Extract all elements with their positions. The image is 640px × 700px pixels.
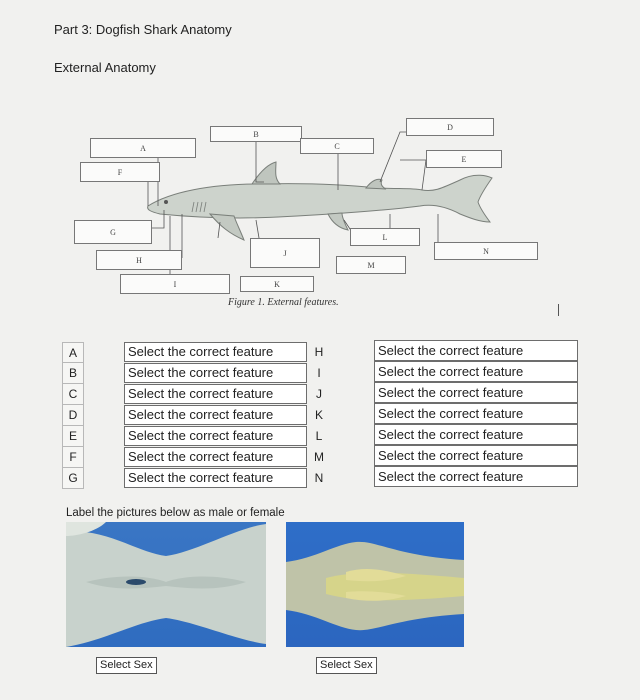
sex-select-right[interactable]: Select Sex: [316, 657, 377, 674]
feature-select-J[interactable]: Select the correct feature: [374, 382, 578, 403]
table-row: [124, 363, 331, 384]
table-row: [124, 426, 331, 447]
label-box-N: N: [434, 242, 538, 260]
feature-select-column-1: [124, 342, 331, 489]
table-row: [124, 468, 331, 489]
shark-photo-left: [66, 522, 266, 647]
feature-select-G[interactable]: Select the correct feature: [124, 468, 307, 488]
feature-select-A[interactable]: Select the correct feature: [124, 342, 307, 362]
feature-select-K[interactable]: Select the correct feature: [374, 403, 578, 424]
feature-select-B[interactable]: Select the correct feature: [124, 363, 307, 383]
specimen-image: [286, 522, 464, 647]
table-row: [124, 384, 331, 405]
shark-figure: [60, 110, 560, 320]
letter-column: [62, 342, 84, 489]
row-letter: K: [314, 408, 323, 422]
label-box-B: B: [210, 126, 302, 142]
row-letter: G: [62, 468, 84, 489]
label-box-H: H: [96, 250, 182, 270]
section-heading: External Anatomy: [54, 60, 156, 75]
feature-select-L[interactable]: Select the correct feature: [374, 424, 578, 445]
label-box-G: G: [74, 220, 152, 244]
label-box-C: C: [300, 138, 374, 154]
sex-select-left[interactable]: Select Sex: [96, 657, 157, 674]
row-letter: I: [317, 366, 321, 380]
figure-caption: Figure 1. External features.: [228, 297, 339, 308]
row-letter: A: [62, 342, 84, 363]
row-letter: E: [62, 426, 84, 447]
specimen-image: [66, 522, 266, 647]
label-box-F: F: [80, 162, 160, 182]
feature-select-N[interactable]: Select the correct feature: [374, 466, 578, 487]
text-cursor-mark: [558, 304, 559, 316]
label-box-D: D: [406, 118, 494, 136]
row-letter: N: [314, 471, 324, 485]
label-box-I: I: [120, 274, 230, 294]
row-letter: F: [62, 447, 84, 468]
feature-select-M[interactable]: Select the correct feature: [374, 445, 578, 466]
feature-select-column-2: [374, 340, 578, 487]
label-box-K: K: [240, 276, 314, 292]
table-row: [124, 447, 331, 468]
label-box-L: L: [350, 228, 420, 246]
feature-select-E[interactable]: Select the correct feature: [124, 426, 307, 446]
feature-select-I[interactable]: Select the correct feature: [374, 361, 578, 382]
label-box-M: M: [336, 256, 406, 274]
label-box-E: E: [426, 150, 502, 168]
label-box-A: A: [90, 138, 196, 158]
row-letter: H: [314, 345, 324, 359]
feature-select-F[interactable]: Select the correct feature: [124, 447, 307, 467]
row-letter: D: [62, 405, 84, 426]
row-letter: C: [62, 384, 84, 405]
label-box-J: J: [250, 238, 320, 268]
table-row: [124, 342, 331, 363]
feature-select-D[interactable]: Select the correct feature: [124, 405, 307, 425]
table-row: [124, 405, 331, 426]
row-letter: L: [315, 429, 323, 443]
sex-instruction: Label the pictures below as male or female: [66, 507, 285, 519]
row-letter: B: [62, 363, 84, 384]
page-title: Part 3: Dogfish Shark Anatomy: [54, 22, 232, 37]
row-letter: J: [316, 387, 322, 401]
row-letter: M: [314, 450, 324, 464]
feature-select-C[interactable]: Select the correct feature: [124, 384, 307, 404]
feature-select-H[interactable]: Select the correct feature: [374, 340, 578, 361]
shark-photo-right: [286, 522, 464, 647]
